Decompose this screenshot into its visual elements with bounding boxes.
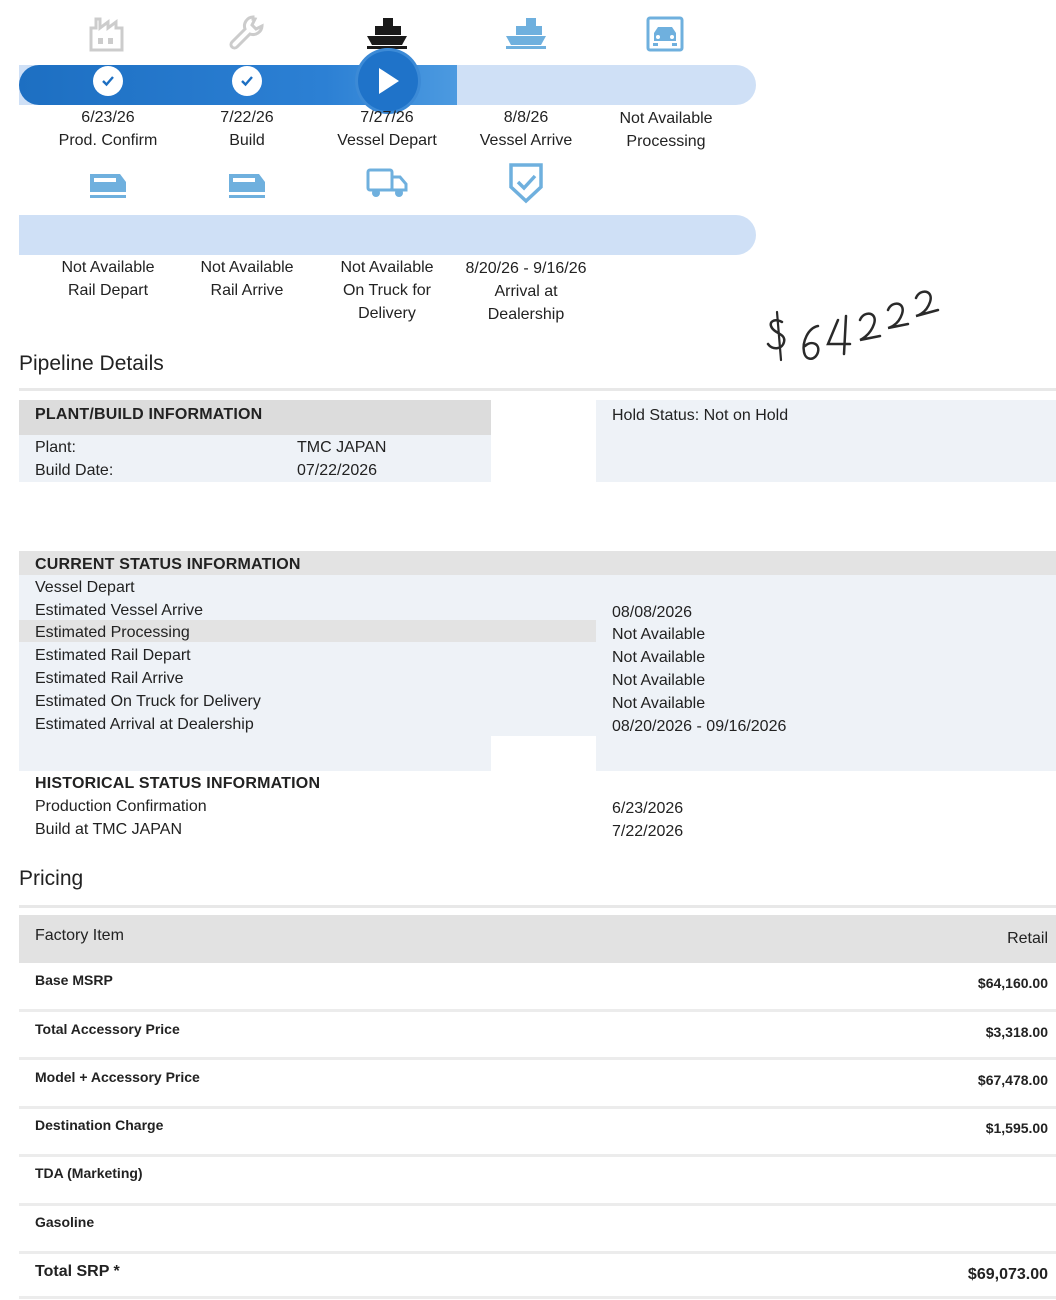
step-label: Processing	[626, 133, 706, 150]
shield-check-icon	[505, 160, 547, 206]
status-row-value: Not Available	[612, 695, 706, 712]
ship-icon	[364, 14, 410, 52]
divider	[19, 905, 1056, 908]
plant-label: Plant:	[35, 439, 76, 456]
step-date: Not Available	[200, 259, 294, 276]
build-date-label: Build Date:	[35, 462, 114, 479]
row-divider	[19, 1296, 1056, 1299]
historical-status-header: HISTORICAL STATUS INFORMATION	[35, 775, 321, 792]
play-icon	[358, 51, 418, 111]
status-row-label: Estimated Arrival at Dealership	[35, 716, 254, 733]
current-status: Vessel Depart	[35, 579, 135, 596]
panel-gap	[491, 736, 596, 772]
factory-icon	[86, 14, 130, 54]
status-row-value: 08/08/2026	[612, 604, 693, 621]
divider	[19, 388, 1056, 391]
col-factory-item: Factory Item	[35, 927, 124, 944]
step-vessel-depart	[307, 106, 467, 152]
status-row-label: Estimated Processing	[35, 624, 190, 641]
step-date: Not Available	[61, 259, 155, 276]
price-row-label: TDA (Marketing)	[35, 1165, 143, 1181]
step-arrival-dealership	[446, 257, 606, 326]
check-icon	[93, 66, 123, 96]
status-row-value: Not Available	[612, 672, 706, 689]
step-build	[167, 106, 327, 152]
row-divider	[19, 1009, 1056, 1012]
pricing-title: Pricing	[19, 867, 84, 890]
step-vessel-arrive	[446, 106, 606, 152]
row-divider	[19, 1057, 1056, 1060]
step-label: Rail Depart	[67, 282, 149, 299]
build-date-value: 07/22/2026	[297, 462, 378, 479]
col-retail: Retail	[1007, 930, 1048, 947]
history-row-value: 7/22/2026	[612, 823, 684, 840]
ship-arrive-icon	[503, 14, 549, 52]
step-date: 7/22/26	[220, 109, 274, 126]
handwritten-note-drawing	[760, 282, 960, 372]
step-on-truck	[307, 256, 467, 325]
step-label: Build	[229, 132, 265, 149]
step-date: 6/23/26	[81, 109, 135, 126]
step-label: On Truck for	[342, 282, 432, 299]
step-date: 8/8/26	[503, 109, 549, 126]
status-row-value: Not Available	[612, 626, 706, 643]
step-label: Delivery	[358, 305, 416, 322]
step-date: 8/20/26 - 9/16/26	[465, 260, 587, 277]
step-date: 7/27/26	[360, 109, 414, 126]
rail-icon	[225, 166, 269, 202]
truck-icon	[364, 164, 410, 202]
status-row-value: 08/20/2026 - 09/16/2026	[612, 718, 787, 735]
step-label: Arrival at	[494, 283, 558, 300]
history-row-value: 6/23/2026	[612, 800, 684, 817]
step-rail-depart	[28, 256, 188, 302]
total-srp-label: Total SRP *	[35, 1263, 120, 1280]
step-label: Rail Arrive	[210, 282, 284, 299]
plant-value: TMC JAPAN	[297, 439, 387, 456]
price-row-value: $67,478.00	[977, 1072, 1048, 1088]
pricing-table-header	[19, 915, 1056, 963]
status-row-label: Estimated On Truck for Delivery	[35, 693, 261, 710]
price-row-label: Total Accessory Price	[35, 1021, 180, 1037]
row-divider	[19, 1251, 1056, 1254]
step-label: Vessel Depart	[337, 132, 437, 149]
price-row-label: Model + Accessory Price	[35, 1069, 200, 1085]
wrench-icon	[225, 12, 269, 54]
row-divider	[19, 1154, 1056, 1157]
step-label: Dealership	[487, 306, 565, 323]
price-row-label: Base MSRP	[35, 972, 113, 988]
history-row-label: Production Confirmation	[35, 798, 207, 815]
step-processing	[586, 107, 746, 153]
price-row-label: Destination Charge	[35, 1117, 164, 1133]
check-icon	[232, 66, 262, 96]
step-rail-arrive	[167, 256, 327, 302]
price-row-value: $64,160.00	[977, 975, 1048, 991]
status-row-value: Not Available	[612, 649, 706, 666]
price-row-label: Gasoline	[35, 1214, 95, 1230]
row-divider	[19, 1106, 1056, 1109]
status-row-label: Estimated Rail Depart	[35, 647, 191, 664]
rail-icon	[86, 166, 130, 202]
step-prod-confirm	[28, 106, 188, 152]
status-row-label: Estimated Vessel Arrive	[35, 602, 204, 619]
step-date: Not Available	[340, 259, 434, 276]
current-status-header: CURRENT STATUS INFORMATION	[35, 556, 301, 573]
progress-bar-track	[19, 215, 756, 255]
history-row-label: Build at TMC JAPAN	[35, 821, 183, 838]
hold-status: Hold Status: Not on Hold	[612, 407, 789, 424]
handwritten-note	[760, 282, 960, 377]
step-date: Not Available	[619, 110, 713, 127]
step-label: Prod. Confirm	[58, 132, 158, 149]
status-row-label: Estimated Rail Arrive	[35, 670, 184, 687]
total-srp-value: $69,073.00	[967, 1266, 1048, 1283]
pipeline-details-title: Pipeline Details	[19, 352, 164, 375]
price-row-value: $3,318.00	[985, 1024, 1048, 1040]
price-row-value: $1,595.00	[985, 1120, 1048, 1136]
processing-icon	[643, 14, 687, 54]
step-label: Vessel Arrive	[479, 132, 573, 149]
plant-build-header: PLANT/BUILD INFORMATION	[35, 406, 263, 423]
row-divider	[19, 1203, 1056, 1206]
